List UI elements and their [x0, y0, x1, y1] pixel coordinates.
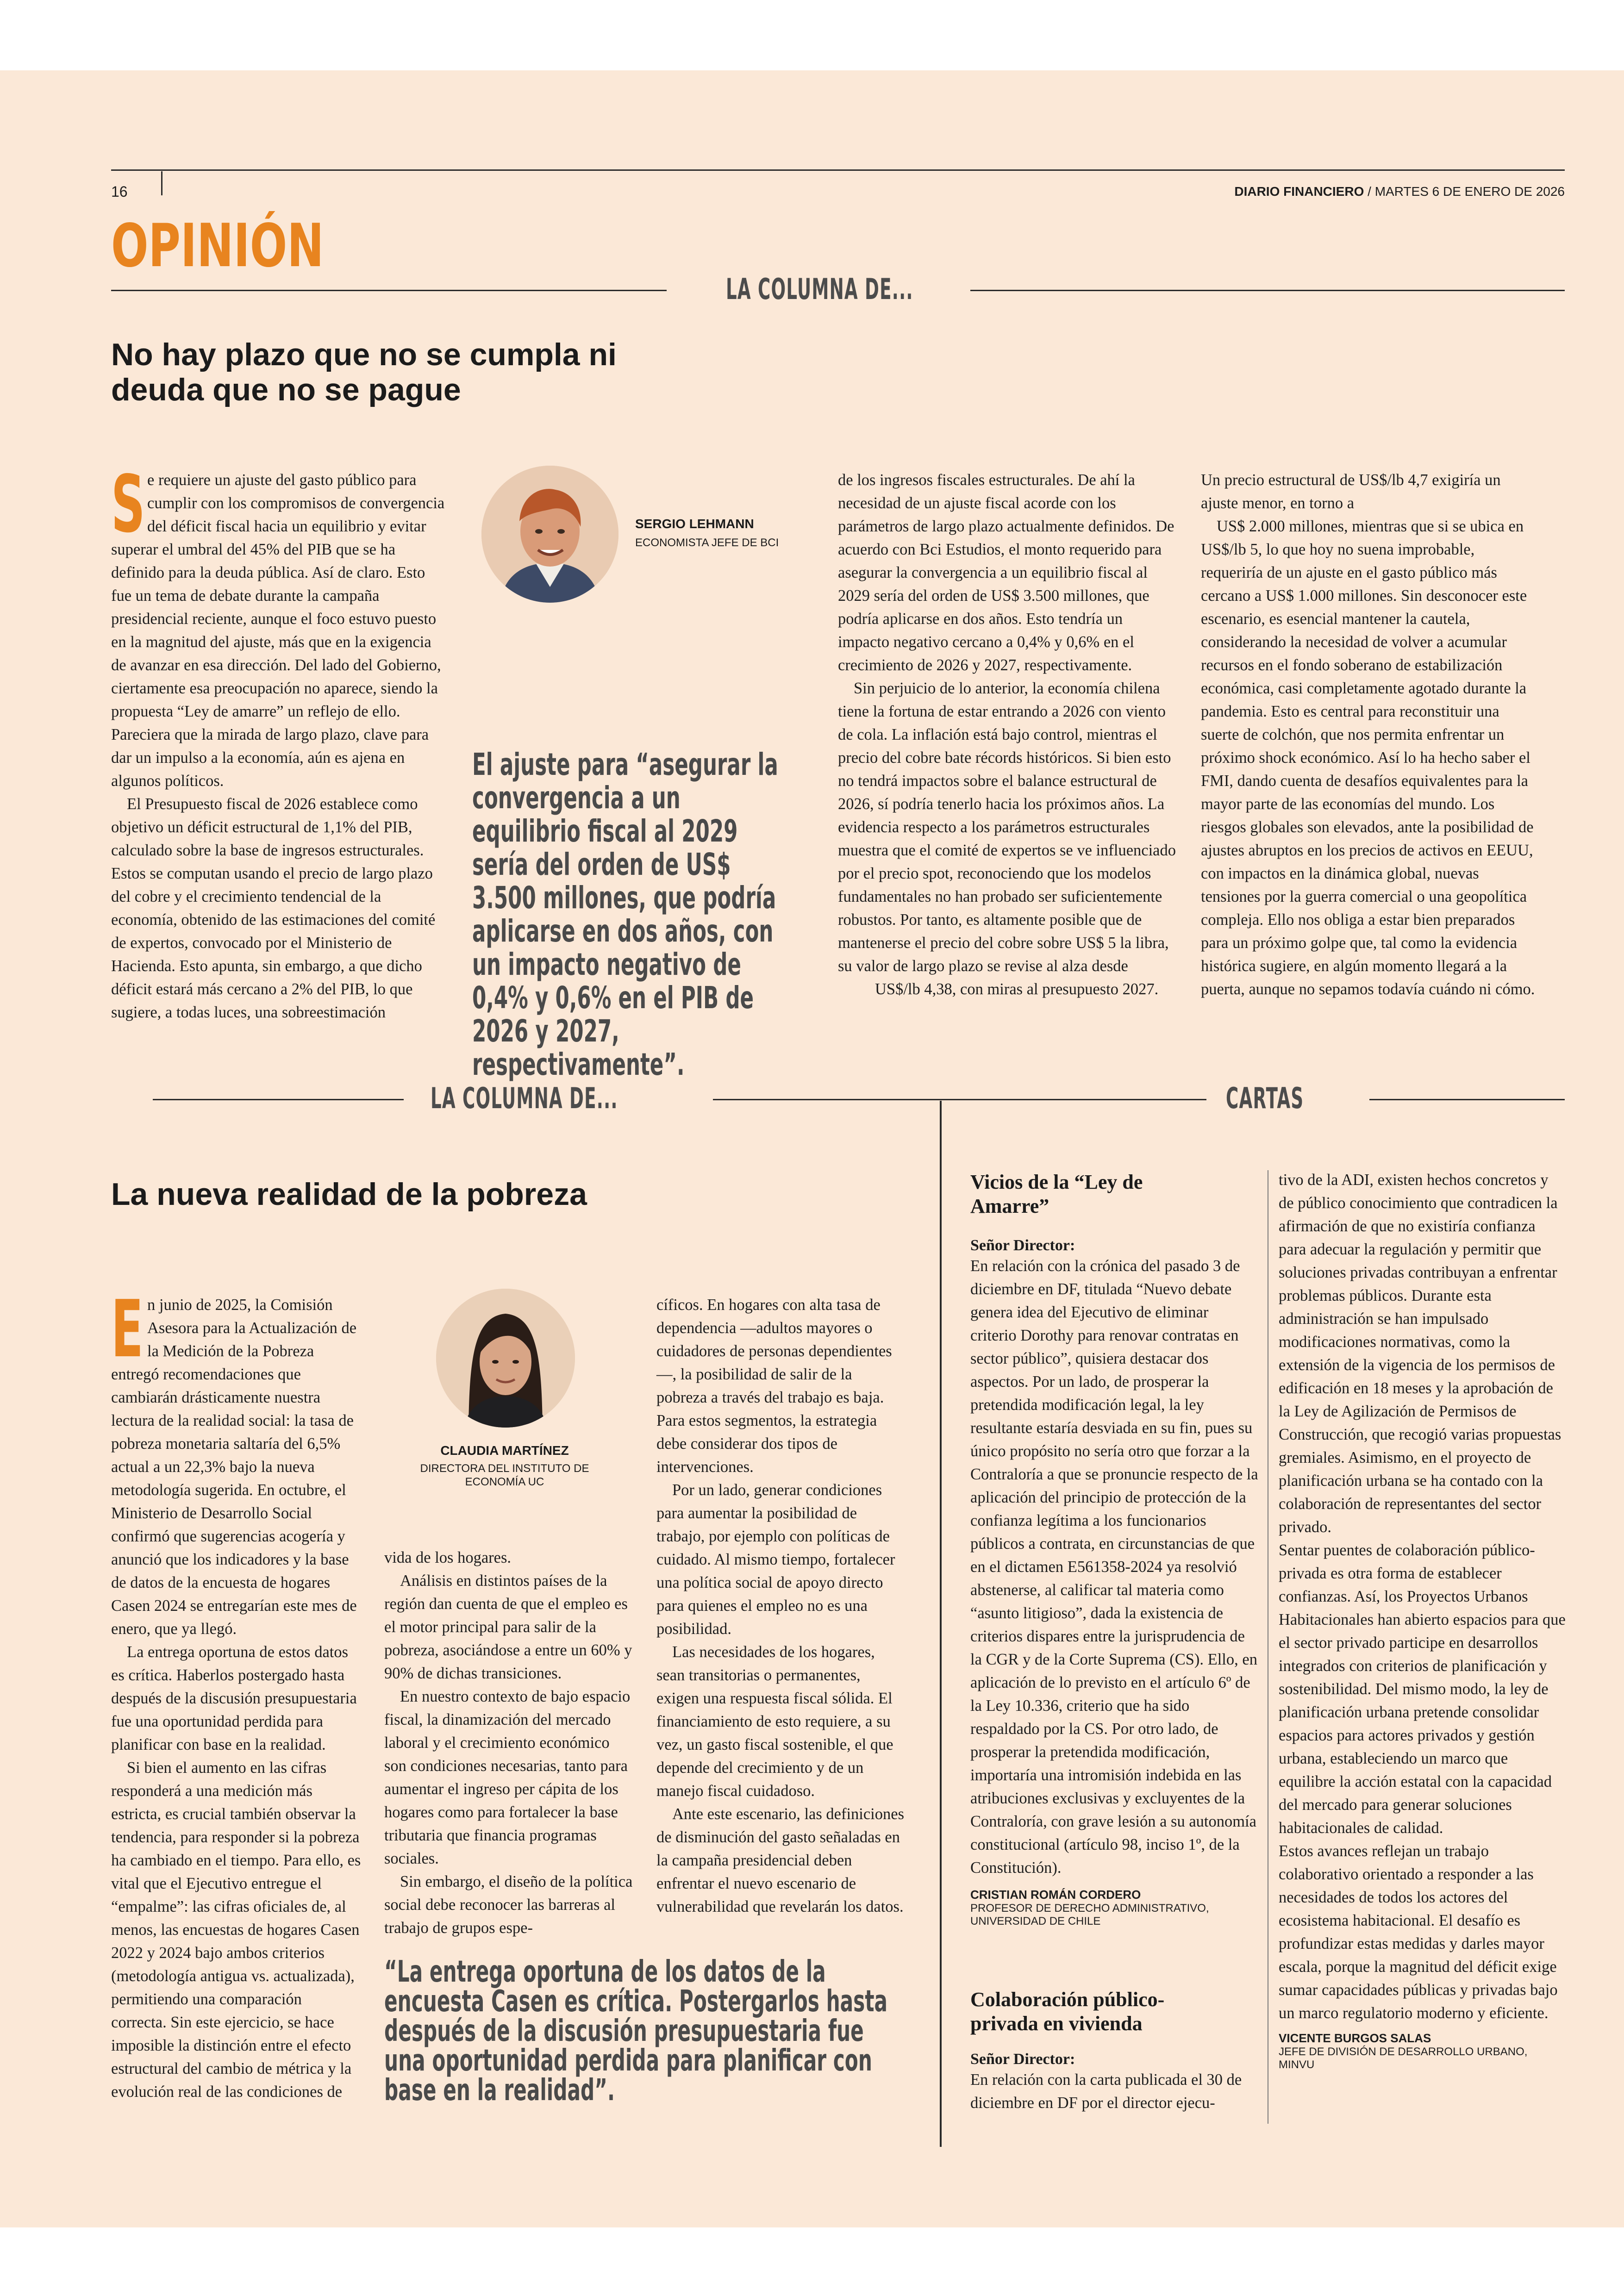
header-rule	[111, 169, 1565, 171]
page-number: 16	[111, 183, 128, 200]
letter-body	[1279, 1168, 1566, 2025]
column-label: LA COLUMNA DE...	[726, 272, 913, 306]
masthead-date	[1234, 184, 1565, 199]
article-column	[384, 1546, 634, 1940]
drop-cap: S	[111, 459, 145, 550]
column-label: LA COLUMNA DE...	[431, 1081, 618, 1115]
publication-name: DIARIO FINANCIERO	[1234, 184, 1364, 199]
article-column	[111, 1284, 361, 2103]
section-rule-right	[1369, 1099, 1565, 1100]
paragraph: En relación con la crónica del pasado 3 de diciembre en DF, titulada “Nuevo debate genera idea del Ejecutivo de eliminar criterio Dorothy para renovar contratas en sector público”, quisiera destacar dos aspectos. Por un lado, de prosperar la pretendida modificación legal, la ley resultante estaría desviada en su fin, pues su único propósito no sería otro que forzar a la Contraloría a que se pronuncie respecto de la aplicación del principio de protección de la confianza legítima a los funcionarios públicos a contrata, en circunstancias de que en el dictamen E561358-2024 ya resolvió abstenerse, al calificar tal materia como “asunto litigioso”, dada la existencia de criterios dispares entre la jurisprudencia de la CGR y de la Corte Suprema (CS). Ello, en aplicación de lo previsto en el artículo 6º de la Ley 10.336, criterio que ha sido respaldado por la CS. Por otro lado, de prosperar la pretendida modificación, importaría una intromisión indebida en las atribuciones exclusivas y excluyentes de la Contraloría, con grave lesión a su autonomía constitucional (artículo 98, inciso 1º, de la Constitución).	[970, 1257, 1258, 1877]
section-rule-left	[111, 290, 667, 291]
headline: La nueva realidad de la pobreza	[111, 1177, 587, 1212]
signer-name: VICENTE BURGOS SALAS	[1279, 2031, 1431, 2045]
author-role: ECONOMISTA JEFE DE BCI	[635, 536, 779, 549]
letter	[970, 1170, 1258, 1928]
letter	[970, 1988, 1258, 2114]
letter-salutation: Señor Director:	[970, 1237, 1075, 1254]
paragraph: Sin perjuicio de lo anterior, la economía chilena tiene la fortuna de estar entrando a 2026 con viento de cola. La inflación está bajo control, mientras el precio del cobre bate récords históricos. Si bien esto no tendrá impactos sobre el balance estructural de 2026, sí podría tenerlo hacia los próximos años. La evidencia respecto a los parámetros estructurales muestra que el comité de expertos se ve influenciado por el precio spot, reconociendo que los modelos fundamentales no han probado ser suficientemente robustos. Por tanto, es altamente posible que de mantenerse el precio del cobre sobre US$ 5 la libra, su valor de largo plazo se revise al alza desde	[838, 680, 1176, 975]
paragraph: Sentar puentes de colaboración público-privada es otra forma de establecer confianzas. Así, los Proyectos Urbanos Habitacionales han abierto espacios para que el sector privado participe en desarrollos integrados con criterios de planificación y sostenibilidad. Del mismo modo, la ley de planificación urbana pretende consolidar espacios para actores privados y gestión urbana, estableciendo un marco que equilibre la acción estatal con la capacidad del mercado para generar soluciones habitacionales de calidad.	[1279, 1541, 1566, 1837]
paragraph: La entrega oportuna de estos datos es crítica. Haberlos postergado hasta después de la discusión presupuestaria fue una oportunidad perdida para planificar con base en la realidad.	[111, 1643, 357, 1753]
signer-role: JEFE DE DIVISIÓN DE DESARROLLO URBANO, MINVU	[1279, 2046, 1528, 2071]
paragraph: En nuestro contexto de bajo espacio fiscal, la dinamización del mercado laboral y el crecimiento económico son condiciones necesarias, tanto para aumentar el ingreso per cápita de los hogares como para fortalecer la base tributaria que financia programas sociales.	[384, 1688, 631, 1867]
article-column	[656, 1293, 906, 1918]
author-photo	[436, 1289, 575, 1428]
cartas-label: CARTAS	[1226, 1081, 1304, 1115]
pull-quote: El ajuste para “asegurar la convergencia a un equilibrio fiscal al 2029 sería del orden de US$ 3.500 millones, que podría aplicarse en dos años, con un impacto negativo de 0,4% y 0,6% en el PIB de 2026 y 2027, respectivamente”.	[472, 747, 778, 1082]
paragraph: n junio de 2025, la Comisión Asesora para la Actualización de la Medición de la Pobreza entregó recomendaciones que cambiarán drásticamente nuestra lectura de la realidad social: la tasa de pobreza monetaria saltaría del 6,5% actual a un 22,3% bajo la nueva metodología sugerida. En octubre, el Ministerio de Desarrollo Social confirmó que sugerencias acogería y anunció que los indicadores y la base de datos de la encuesta de hogares Casen 2024 se entregarían este mes de enero, que ya llegó.	[111, 1296, 357, 1638]
paragraph: Análisis en distintos países de la región dan cuenta de que el empleo es el motor principal para salir de la pobreza, asociándose a entre un 60% y 90% de dichas transiciones.	[384, 1572, 632, 1682]
letter-continued	[1279, 1168, 1566, 2071]
paragraph: En relación con la carta publicada el 30 de diciembre en DF por el director ejecu-	[970, 2071, 1242, 2112]
signer-role: PROFESOR DE DERECHO ADMINISTRATIVO, UNIVERSIDAD DE CHILE	[970, 1902, 1209, 1927]
headline: No hay plazo que no se cumpla ni deuda que no se pague	[111, 337, 617, 407]
author-photo	[481, 466, 618, 603]
letter-salutation: Señor Director:	[970, 2051, 1075, 2068]
paragraph: de los ingresos fiscales estructurales. De ahí la necesidad de un ajuste fiscal acorde con los parámetros de largo plazo actualmente definidos. De acuerdo con Bci Estudios, el monto requerido para asegurar la convergencia a un equilibrio fiscal al 2029 sería del orden de US$ 3.500 millones, que podría aplicarse en dos años. Esto tendría un impacto negativo cercano a 0,4% y 0,6% en el crecimiento de 2026 y 2027, respectivamente.	[838, 471, 1174, 674]
article-column	[111, 459, 449, 1024]
paragraph: Las necesidades de los hogares, sean transitorias o permanentes, exigen una respuesta fiscal sólida. El financiamiento de esto requiere, a su vez, un gasto fiscal sostenible, el que depende del crecimiento y de un manejo fiscal cuidadoso.	[656, 1643, 893, 1800]
author-name: SERGIO LEHMANN	[635, 517, 754, 531]
header-tick	[161, 171, 162, 195]
paragraph: Por un lado, generar condiciones para aumentar la posibilidad de trabajo, por ejemplo con políticas de cuidado. Al mismo tiempo, fortalecer una política social de apoyo directo para quienes el empleo no es una posibilidad.	[656, 1481, 895, 1638]
article-column	[838, 468, 1176, 1001]
paragraph: Si bien el aumento en las cifras responderá a una medición más estricta, es crucial también observar la tendencia, para responder si la pobreza ha cambiado en el tiempo. Para ello, es vital que el Ejecutivo entregue el “empalme”: las cifras oficiales de, al menos, las encuestas de hogares Casen 2022 y 2024 bajo ambos criterios (metodología antigua vs. actualizada), permitiendo una comparación correcta. Sin este ejercicio, se hace imposible la distinción entre el efecto estructural del cambio de métrica y la evolución real de las condiciones de	[111, 1759, 361, 2101]
paragraph: e requiere un ajuste del gasto público para cumplir con los compromisos de convergencia del déficit fiscal hacia un equilibrio y evitar superar el umbral del 45% del PIB que se ha definido para la deuda pública. Así de claro. Esto fue un tema de debate durante la campaña presidencial reciente, aunque el foco estuvo puesto en la magnitud del ajuste, más que en la exigencia de avanzar en esa dirección. Del lado del Gobierno, ciertamente esa preocupación no aparece, siendo la propuesta “Ley de amarre” un reflejo de ello. Pareciera que la mirada de largo plazo, clave para dar un impulso a la economía, aún es ajena en algunos políticos.	[111, 471, 445, 790]
author-role: DIRECTORA DEL INSTITUTO DE ECONOMÍA UC	[420, 1462, 589, 1488]
section-title: OPINIÓN	[111, 212, 324, 281]
paragraph: US$/lb 4,38, con miras al presupuesto 2027.	[875, 980, 1159, 998]
paragraph: cíficos. En hogares con alta tasa de dependencia —adultos mayores o cuidadores de personas dependientes—, la posibilidad de salir de la pobreza a través del trabajo es baja. Para estos segmentos, la estrategia debe considerar dos tipos de intervenciones.	[656, 1296, 892, 1476]
section-rule-left	[153, 1099, 404, 1100]
signer-name: CRISTIAN ROMÁN CORDERO	[970, 1888, 1141, 1902]
issue-date: / MARTES 6 DE ENERO DE 2026	[1368, 184, 1565, 199]
paragraph: US$ 2.000 millones, mientras que si se ubica en US$/lb 5, lo que hoy no suena improbable, requeriría de un ajuste en el gasto público más cercano a US$ 1.000 millones. Sin desconocer este escenario, es esencial mantener la cautela, considerando la necesidad de volver a acumular recursos en el fondo soberano de estabilización económica, casi completamente agotado durante la pandemia. Esto es central para reconstituir una suerte de colchón, que nos permita enfrentar un próximo shock económico. Así lo ha hecho saber el FMI, dando cuenta de desafíos equivalentes para la mayor parte de las economías del mundo. Los riesgos globales son elevados, ante la posibilidad de ajustes abruptos en los precios de activos en EEUU, con impactos en la dinámica global, nuevas tensiones por la guerra comercial o una geopolítica compleja. Ello nos obliga a estar bien preparados para un próximo golpe que, tal como la evidencia histórica sugiere, en algún momento llegará a la puerta, aunque no sepamos todavía cuándo ni cómo.	[1201, 518, 1535, 998]
drop-cap: E	[111, 1284, 144, 1375]
letter-title: Vicios de la “Ley de Amarre”	[970, 1171, 1143, 1217]
letter-title: Colaboración público-privada en vivienda	[970, 1988, 1165, 2035]
section-rule-right	[970, 290, 1565, 291]
letter-body	[970, 2068, 1258, 2114]
paragraph: tivo de la ADI, existen hechos concretos y de público conocimiento que contradicen la afirmación de que no existiría confianza para adecuar la regulación y permitir que soluciones privadas contribuyan a enfrentar problemas públicos. Durante esta administración se han impulsado modificaciones normativas, como la extensión de la vigencia de los permisos de edificación en 18 meses y la aprobación de la Ley de Agilización de Permisos de Construcción, que recogió varias propuestas gremiales. Asimismo, en el proyecto de planificación urbana se ha contado con la colaboración de representantes del sector privado.	[1279, 1171, 1562, 1536]
paragraph: vida de los hogares.	[384, 1549, 512, 1566]
paragraph: El Presupuesto fiscal de 2026 establece como objetivo un déficit estructural de 1,1% del PIB, calculado sobre la base de ingresos estructurales. Estos se computan usando el precio de largo plazo del cobre y el crecimiento tendencial de la economía, obtenido de las estimaciones del comité de expertos, convocado por el Ministerio de Hacienda. Esto apunta, sin embargo, a que dicho déficit estará más cercano a 2% del PIB, lo que sugiere, a todas luces, una sobreestimación	[111, 795, 436, 1021]
author-name: CLAUDIA MARTÍNEZ	[440, 1443, 569, 1458]
paragraph: Estos avances reflejan un trabajo colaborativo orientado a responder a las necesidades de todos los actores del ecosistema habitacional. El desafío es profundizar estas medidas y darles mayor escala, porque la magnitud del déficit exige sumar capacidades públicas y privadas bajo un marco regulatorio moderno y eficiente.	[1279, 1842, 1558, 2022]
letter-body	[970, 1254, 1258, 1879]
pull-quote: “La entrega oportuna de los datos de la encuesta Casen es crítica. Postergarlos hasta después de la discusión presupuestaria fue una oportunidad perdida para planificar con base en la realidad”.	[384, 1955, 888, 2108]
paragraph: Ante este escenario, las definiciones de disminución del gasto señaladas en la campaña presidencial deben enfrentar el nuevo escenario de vulnerabilidad que revelarán los datos.	[656, 1805, 905, 1915]
paragraph: Sin embargo, el diseño de la política social debe reconocer las barreras al trabajo de grupos espe-	[384, 1873, 633, 1937]
section-rule-mid	[713, 1099, 1206, 1100]
article-column	[1201, 468, 1539, 1001]
paragraph: Un precio estructural de US$/lb 4,7 exigiría un ajuste menor, en torno a	[1201, 471, 1501, 512]
column-divider	[940, 1101, 942, 2147]
